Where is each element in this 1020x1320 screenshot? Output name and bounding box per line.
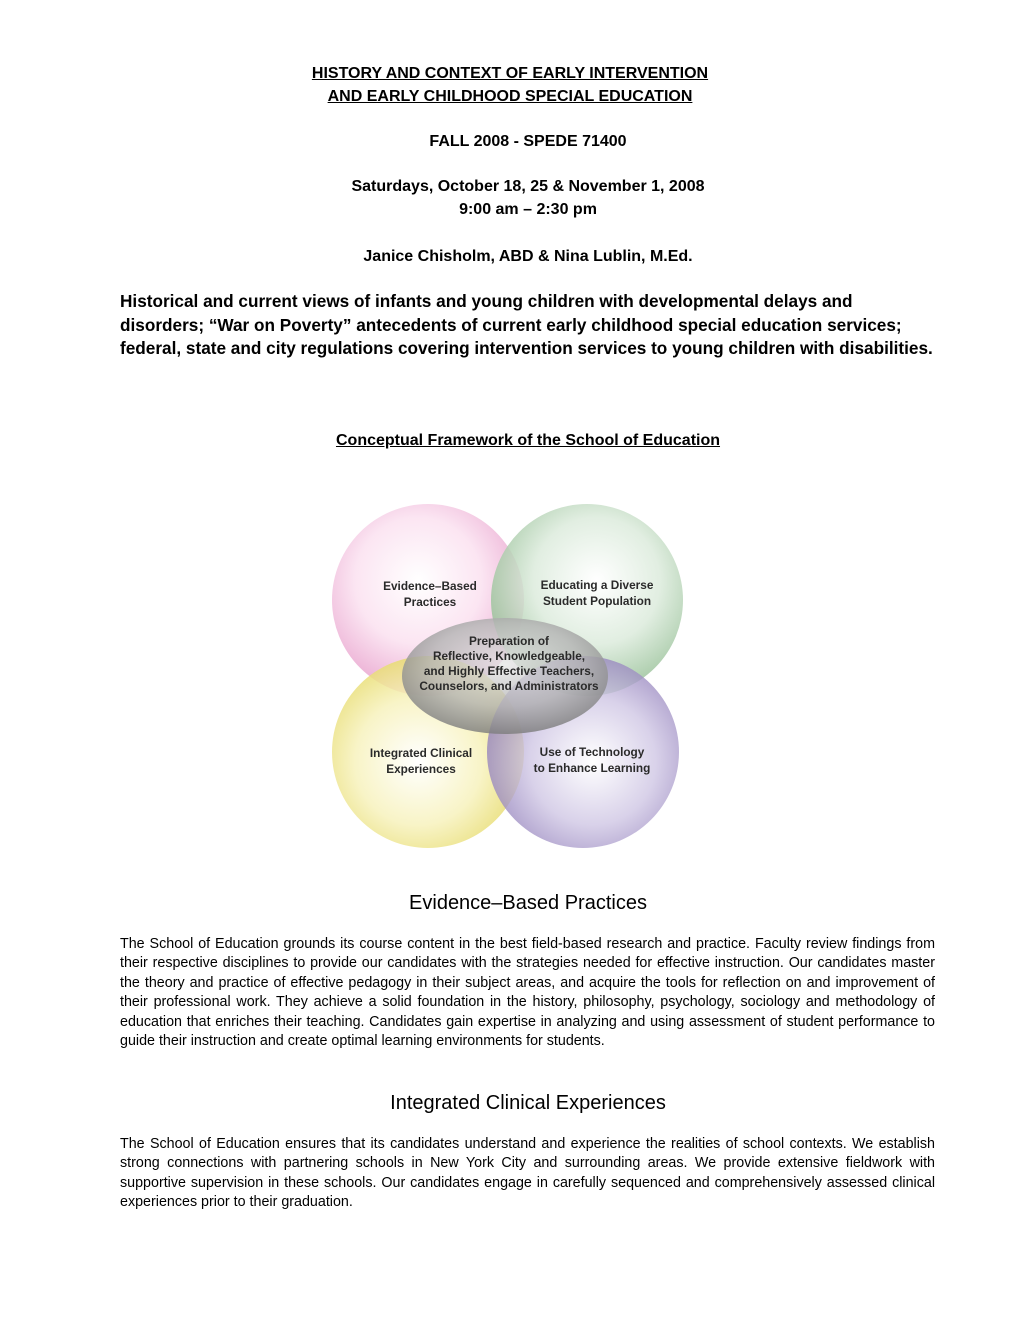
section-heading-clinical: Integrated Clinical Experiences xyxy=(390,1092,666,1114)
section-text-clinical: The School of Education ensures that its candidates understand and experience the realities of school contexts. We establish strong connections with partnering schools in New York City and surrounding areas. We provide extensive fieldwork with supportive supervision in these schools. Our candidates engage in carefully sequenced and comprehensively assessed clinical experiences prior to their graduation. xyxy=(120,1136,935,1211)
label-top-left: Evidence–Based Practices xyxy=(383,579,477,609)
title-line-1: HISTORY AND CONTEXT OF EARLY INTERVENTION xyxy=(311,65,709,82)
label-bottom-right: Use of Technology to Enhance Learning xyxy=(533,745,651,775)
framework-title: Conceptual Framework of the School of Education xyxy=(335,432,721,449)
label-center: Preparation of Reflective, Knowledgeable, and Highly Effective Teachers, Counselors, and Administrators xyxy=(419,634,599,693)
course-summary: Historical and current views of infants and young children with developmental delays and disorders; “War on Poverty” antecedents of current early childhood special education services; federal, state and city regulations covering intervention services to young children with disabilities. xyxy=(120,291,933,358)
label-bottom-left: Integrated Clinical Experiences xyxy=(369,746,473,776)
course-code: FALL 2008 - SPEDE 71400 xyxy=(429,133,627,150)
course-dates: Saturdays, October 18, 25 & November 1, 2008 xyxy=(351,178,705,195)
course-time: 9:00 am – 2:30 pm xyxy=(459,201,597,218)
instructors: Janice Chisholm, ABD & Nina Lublin, M.Ed. xyxy=(363,248,693,265)
section-text-evidence: The School of Education grounds its course content in the best field-based research and practice. Faculty review findings from their respective disciplines to provide our candidates with the strategies needed for effective instruction. Our candidates master the theory and practice of effective pedagogy in their subject areas, and acquire the tools for reflection on and improvement of their professional work. They achieve a solid foundation in the history, philosophy, psychology, sociology and methodology of education that enriches their teaching. Candidates gain expertise in analyzing and using assessment of student performance to guide their instruction and create optimal learning environments for students. xyxy=(120,936,935,1050)
label-top-right: Educating a Diverse Student Population xyxy=(540,578,654,608)
conceptual-framework-diagram xyxy=(325,495,695,860)
title-line-2: AND EARLY CHILDHOOD SPECIAL EDUCATION xyxy=(327,88,693,105)
section-heading-evidence: Evidence–Based Practices xyxy=(409,892,647,914)
